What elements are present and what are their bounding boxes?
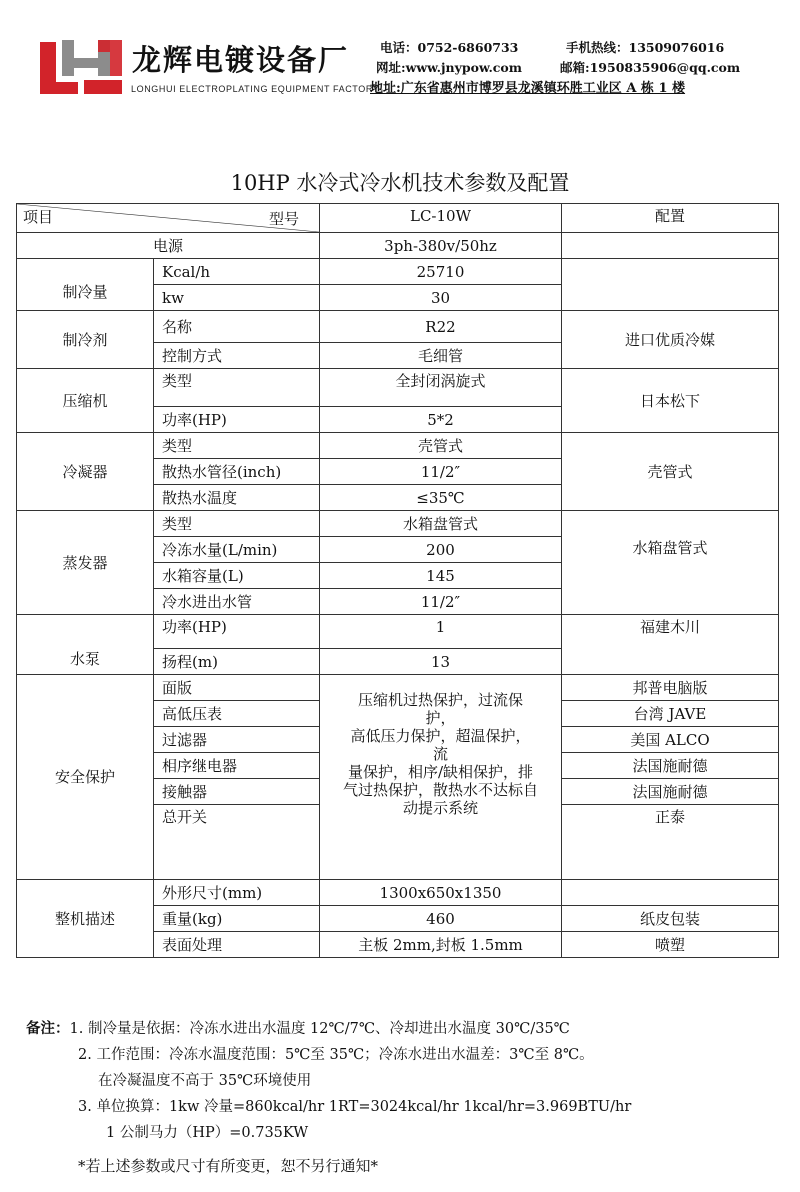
row-name: 冷冻水量(L/min) [154,537,320,563]
row-config: 台湾 JAVE [562,701,779,727]
cooling-label: 制冷量 [17,259,154,311]
company-logo [38,36,124,98]
brand-name: 龙辉电镀设备厂 [132,43,350,77]
row-config: 正泰 [562,805,779,880]
table-row [17,233,779,259]
item-header-label: 项目 [23,208,54,226]
row-value: 460 [320,906,562,932]
table-row [17,615,779,649]
condenser-config: 壳管式 [562,433,779,511]
row-value: 200 [320,537,562,563]
row-name: 控制方式 [154,343,320,369]
safety-line: 动提示系统 [402,799,478,817]
row-name: 外形尺寸(mm) [154,880,320,906]
safety-line: 气过热保护，散热水不达标自 [342,781,538,799]
row-value: 毛细管 [320,343,562,369]
power-config [562,233,779,259]
power-value: 3ph-380v/50hz [320,233,562,259]
safety-label: 安全保护 [17,675,154,880]
row-value: 25710 [320,259,562,285]
row-value: 13 [320,649,562,675]
row-name: 功率(HP) [154,615,320,649]
note-line-5: 1 公制马力（HP）=0.735KW [106,1125,309,1141]
pump-label: 水泵 [17,615,154,675]
model-value-header: LC-10W [320,204,562,233]
compressor-config: 日本松下 [562,369,779,433]
note-line-1 [26,1016,631,1042]
contact-email[interactable]: 邮箱:1950835906@qq.com [560,60,741,75]
evaporator-label: 蒸发器 [17,511,154,615]
row-config: 邦普电脑版 [562,675,779,701]
table-row [17,259,779,285]
condenser-label: 冷凝器 [17,433,154,511]
row-name: 类型 [154,511,320,537]
row-value: 1300x650x1350 [320,880,562,906]
row-config [562,880,779,906]
safety-description [320,675,562,880]
notes-label: 备注： [26,1021,70,1037]
note-text: 1. 制冷量是依据：冷冻水进出水温度 12℃/7℃、冷却进出水温度 30℃/35℃ [69,1021,570,1037]
table-row [17,511,779,537]
brand-name-en: LONGHUI ELECTROPLATING EQUIPMENT FACTORY [131,84,380,94]
note-line-3: 在冷凝温度不高于 35℃环境使用 [98,1073,312,1089]
footer-note: *若上述参数或尺寸有所变更，恕不另行通知* [78,1157,379,1175]
cooling-config [562,259,779,311]
row-name: 类型 [154,369,320,407]
row-value: ≤35℃ [320,485,562,511]
note-line-4: 3. 单位换算：1kw 冷量=860kcal/hr 1RT=3024kcal/hr 1kcal/hr=3.969BTU/hr [78,1099,632,1115]
row-name: 散热水温度 [154,485,320,511]
row-name: 冷水进出水管 [154,589,320,615]
row-value: 1 [320,615,562,649]
model-header-label: 型号 [268,210,299,228]
contact-address: 地址:广东省惠州市博罗县龙溪镇环胜工业区 A 栋 1 楼 [370,81,686,96]
row-value: 145 [320,563,562,589]
safety-line: 量保护，相序/缺相保护，排 [347,763,534,781]
safety-line: 高低压力保护，超温保护， [350,727,531,745]
table-row [17,880,779,906]
row-name: 表面处理 [154,932,320,958]
diagonal-header-cell [17,204,320,233]
table-header-row [17,204,779,233]
row-name: 过滤器 [154,727,320,753]
table-row [17,311,779,343]
row-name: 面版 [154,675,320,701]
row-name: Kcal/h [154,259,320,285]
table-row [17,675,779,701]
document-title: 10HP 水冷式冷水机技术参数及配置 [230,171,570,195]
row-name: 扬程(m) [154,649,320,675]
row-name: kw [154,285,320,311]
row-value: 水箱盘管式 [320,511,562,537]
row-config: 法国施耐德 [562,779,779,805]
evaporator-config: 水箱盘管式 [562,511,779,615]
row-name: 高低压表 [154,701,320,727]
row-name: 名称 [154,311,320,343]
overall-label: 整机描述 [17,880,154,958]
refrigerant-label: 制冷剂 [17,311,154,369]
row-value: 30 [320,285,562,311]
row-value: 主板 2mm,封板 1.5mm [320,932,562,958]
row-value: 全封闭涡旋式 [320,369,562,407]
row-value: R22 [320,311,562,343]
row-name: 相序继电器 [154,753,320,779]
safety-line: 护， [425,709,456,727]
compressor-label: 压缩机 [17,369,154,433]
row-name: 类型 [154,433,320,459]
safety-line: 流 [432,745,448,763]
table-row [17,369,779,407]
row-config: 喷塑 [562,932,779,958]
row-name: 接触器 [154,779,320,805]
row-value: 5*2 [320,407,562,433]
notes-section [26,1016,631,1146]
refrigerant-config: 进口优质冷媒 [562,311,779,369]
power-label: 电源 [17,233,320,259]
row-name: 散热水管径(inch) [154,459,320,485]
pump-config: 福建木川 [562,615,779,675]
contact-phone: 电话：0752-6860733 [380,40,519,55]
row-name: 重量(kg) [154,906,320,932]
contact-website[interactable]: 网址:www.jnypow.com [376,60,522,75]
row-config: 法国施耐德 [562,753,779,779]
table-row [17,433,779,459]
row-value: 11/2″ [320,589,562,615]
row-name: 水箱容量(L) [154,563,320,589]
row-value: 壳管式 [320,433,562,459]
safety-line: 压缩机过热保护，过流保 [357,691,523,709]
row-value: 11/2″ [320,459,562,485]
row-config: 美国 ALCO [562,727,779,753]
contact-mobile: 手机热线：13509076016 [566,40,725,55]
note-line-2: 2. 工作范围：冷冻水温度范围：5℃至 35℃；冷冻水进出水温差：3℃至 8℃。 [78,1047,594,1063]
config-header: 配置 [562,204,779,233]
row-name: 总开关 [154,805,320,880]
row-name: 功率(HP) [154,407,320,433]
row-config: 纸皮包装 [562,906,779,932]
spec-table [16,203,779,958]
